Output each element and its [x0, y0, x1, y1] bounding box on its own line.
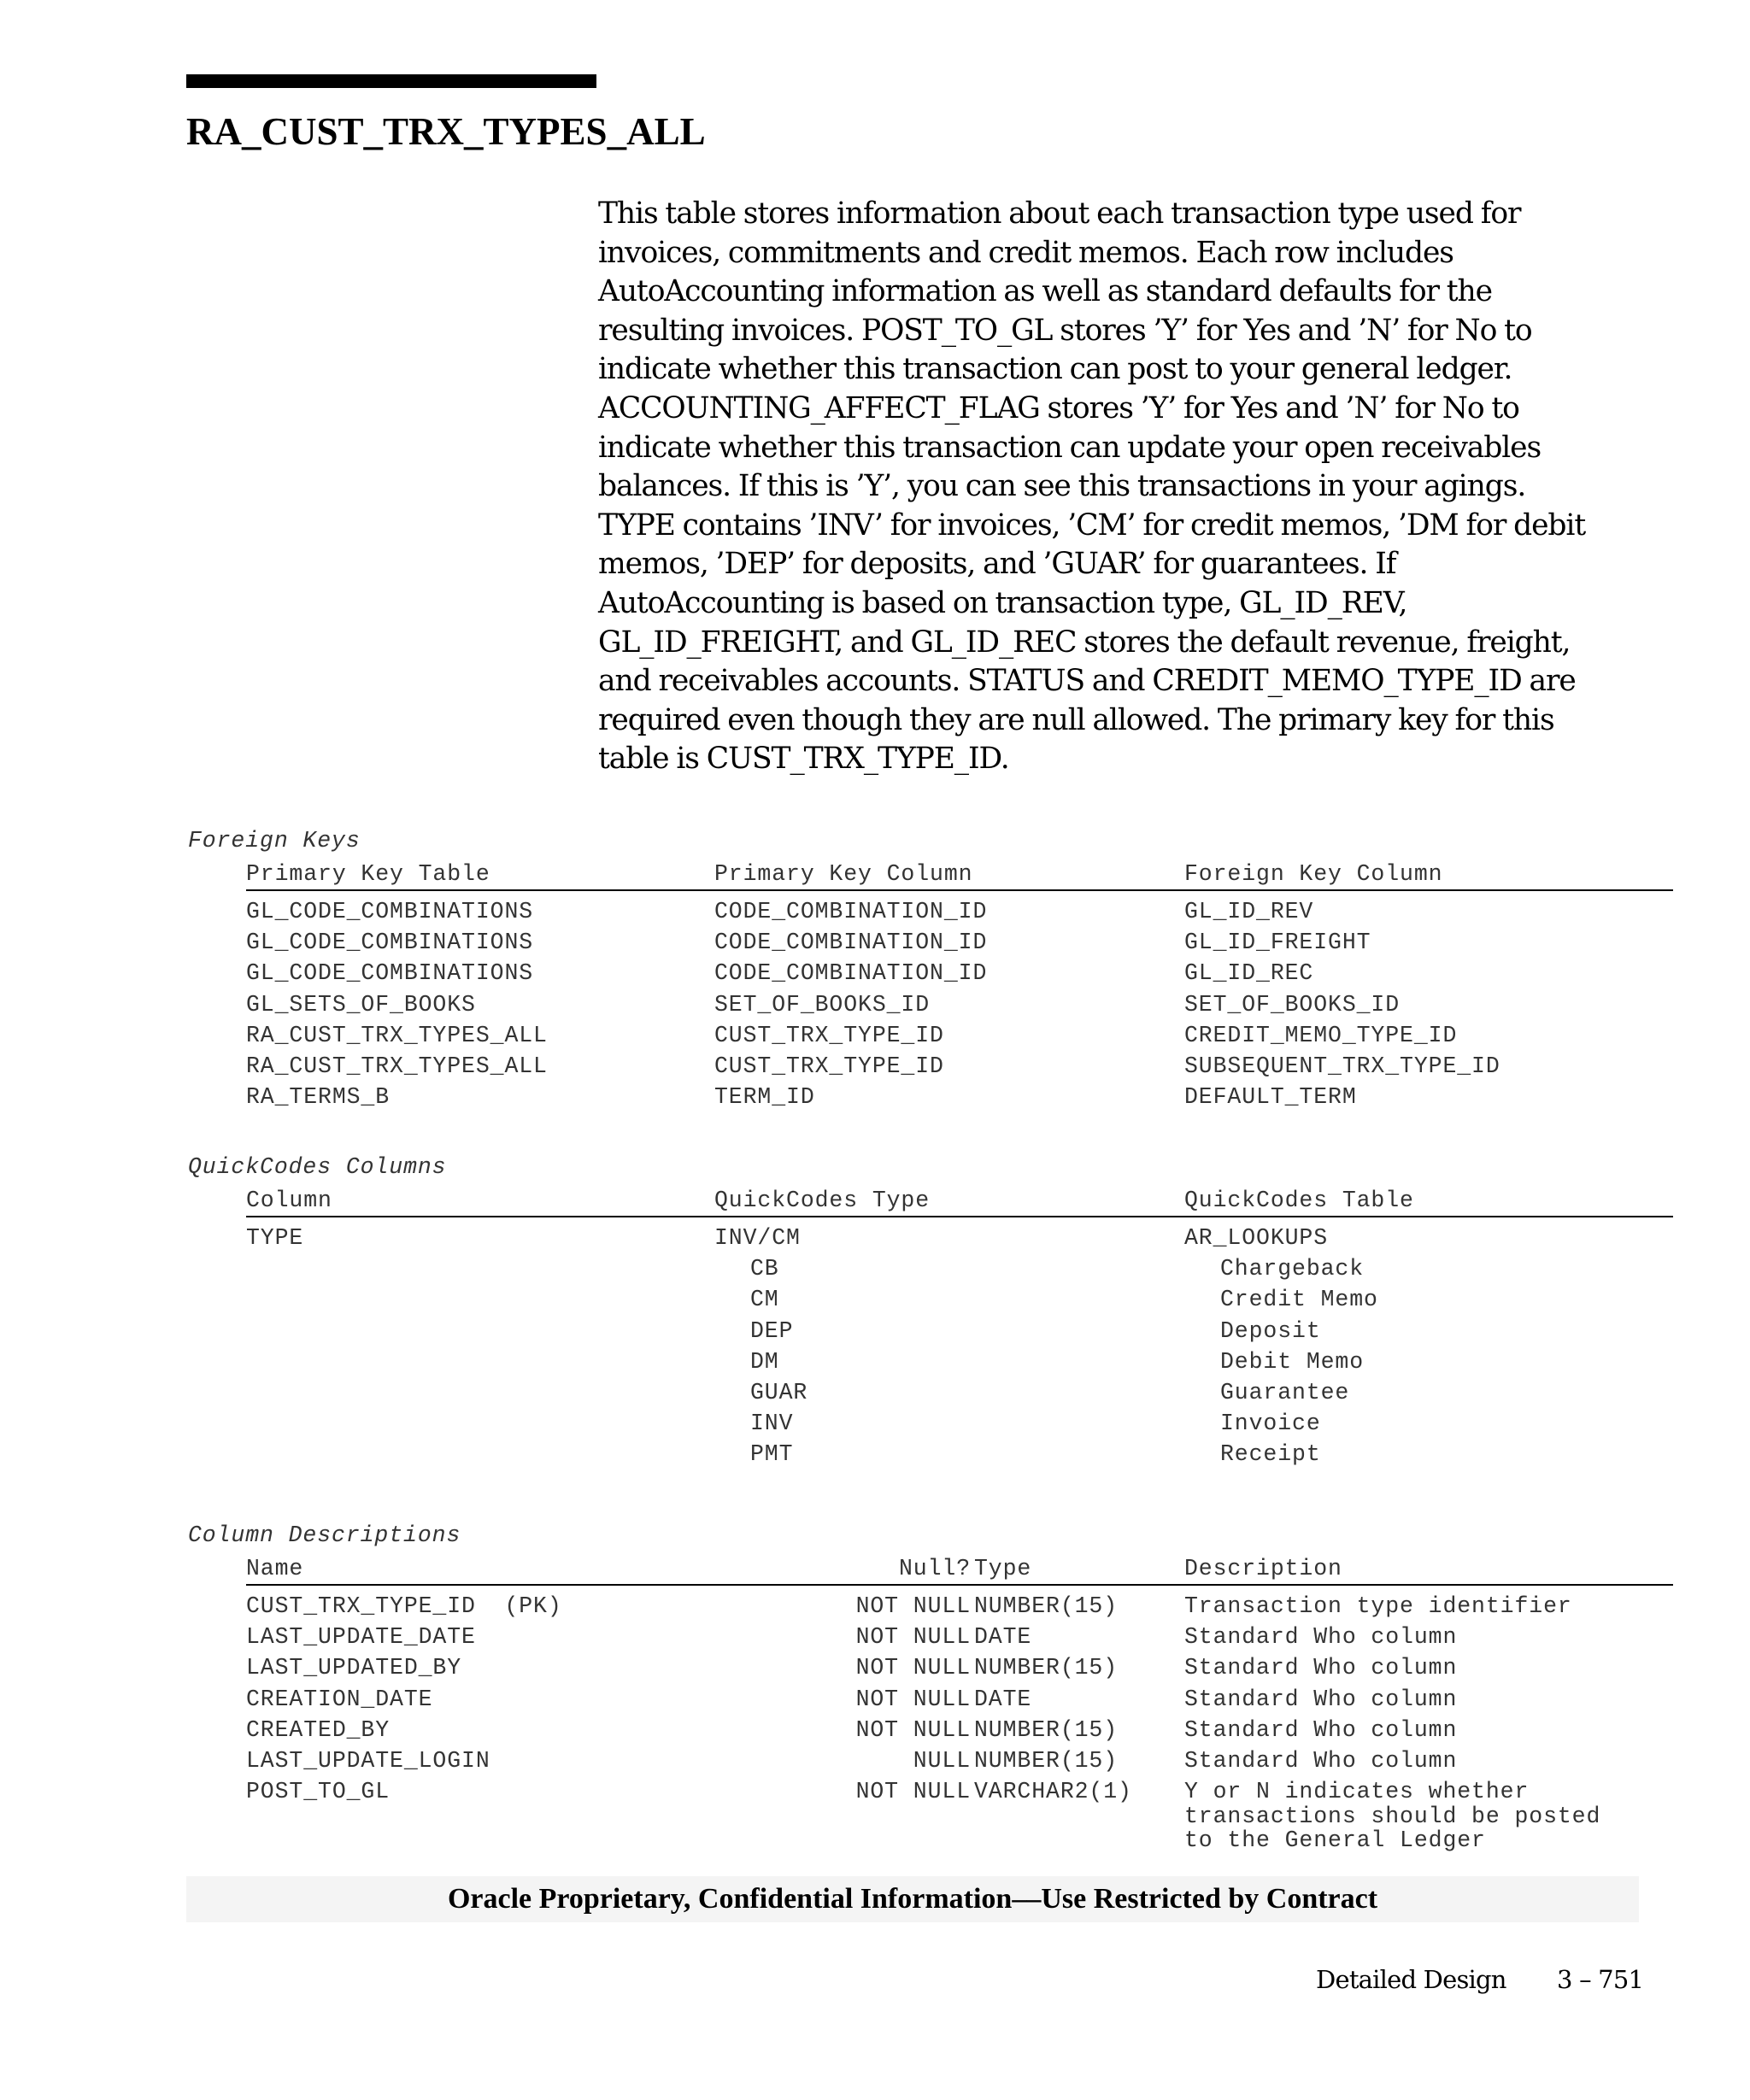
list-item — [246, 1377, 1673, 1408]
table-row — [246, 1776, 1673, 1853]
column-type: NUMBER(15) — [974, 1716, 1119, 1743]
description-line: and receivables accounts. STATUS and CREDIT_MEMO_TYPE_ID are — [598, 664, 1576, 699]
description-line: ACCOUNTING_AFFECT_FLAG stores ’Y’ for Yes and ’N’ for No to — [598, 390, 1519, 425]
column-description: Standard Who column — [1184, 1655, 1458, 1681]
description-line: GL_ID_FREIGHT, and GL_ID_REC stores the default revenue, freight, — [598, 625, 1571, 660]
quickcode-meaning: Guarantee — [1220, 1379, 1350, 1405]
column-description: Standard Who column — [1184, 1747, 1458, 1774]
table-row — [246, 927, 1673, 958]
column-type: DATE — [974, 1686, 1032, 1712]
quickcodes-column: TYPE — [246, 1225, 304, 1251]
column-null: NULL — [913, 1747, 971, 1774]
foreign-keys-table — [246, 859, 1673, 1112]
table-row — [246, 1082, 1673, 1112]
column-name: LAST_UPDATED_BY — [246, 1655, 462, 1681]
fk-primary-key-table: RA_CUST_TRX_TYPES_ALL — [246, 1022, 548, 1048]
quickcodes-type: INV/CM — [714, 1225, 801, 1251]
header-column: Column — [246, 1188, 332, 1213]
list-item — [246, 1284, 1673, 1315]
column-null: NOT NULL — [855, 1779, 971, 1805]
header-null: Null? — [898, 1556, 971, 1581]
description-line: to the General Ledger — [1184, 1827, 1486, 1854]
table-row — [246, 1051, 1673, 1082]
fk-foreign-key-column: GL_ID_REV — [1184, 899, 1314, 924]
header-name: Name — [246, 1556, 304, 1581]
quickcode-meaning: Invoice — [1220, 1411, 1321, 1437]
column-type: NUMBER(15) — [974, 1655, 1119, 1681]
fk-primary-key-column: CODE_COMBINATION_ID — [714, 899, 988, 924]
list-item — [246, 1408, 1673, 1439]
quickcode-meaning: Chargeback — [1220, 1256, 1365, 1282]
column-description — [1184, 1780, 1600, 1853]
column-null: NOT NULL — [855, 1686, 971, 1712]
quickcode-value: CB — [750, 1256, 779, 1282]
column-descriptions-body — [246, 1586, 1673, 1853]
quickcode-value: GUAR — [750, 1379, 808, 1405]
fk-primary-key-column: CODE_COMBINATION_ID — [714, 930, 988, 956]
table-row — [246, 1684, 1673, 1715]
table-row — [246, 896, 1673, 927]
header-foreign-key-column: Foreign Key Column — [1184, 861, 1443, 887]
table-row — [246, 1715, 1673, 1745]
quickcode-meaning: Receipt — [1220, 1441, 1321, 1468]
table-row — [246, 1622, 1673, 1652]
list-item — [246, 1346, 1673, 1377]
quickcode-value: INV — [750, 1411, 794, 1437]
column-name: LAST_UPDATE_LOGIN — [246, 1747, 490, 1774]
table-row — [246, 1652, 1673, 1683]
description-line: AutoAccounting information as well as standard defaults for the — [598, 274, 1492, 309]
quickcode-meaning: Deposit — [1220, 1317, 1321, 1344]
title-rule — [186, 74, 596, 88]
fk-primary-key-table: GL_CODE_COMBINATIONS — [246, 960, 534, 987]
column-description: Transaction type identifier — [1184, 1593, 1572, 1619]
fk-primary-key-column: CODE_COMBINATION_ID — [714, 960, 988, 987]
column-type: DATE — [974, 1624, 1032, 1651]
description-line: AutoAccounting is based on transaction type, GL_ID_REV, — [598, 585, 1407, 620]
quickcode-value: DEP — [750, 1317, 794, 1344]
page-title: RA_CUST_TRX_TYPES_ALL — [186, 110, 706, 153]
column-name: CREATED_BY — [246, 1716, 391, 1743]
description-line: memos, ’DEP’ for deposits, and ’GUAR’ for guarantees. If — [598, 547, 1396, 582]
foreign-keys-body — [246, 891, 1673, 1112]
description-line: table is CUST_TRX_TYPE_ID. — [598, 742, 1009, 777]
table-row — [246, 989, 1673, 1020]
quickcode-value: DM — [750, 1348, 779, 1375]
fk-primary-key-column: CUST_TRX_TYPE_ID — [714, 1022, 944, 1048]
fk-primary-key-table: GL_SETS_OF_BOOKS — [246, 991, 476, 1018]
quickcodes-body — [246, 1217, 1673, 1470]
table-row — [246, 1223, 1673, 1253]
page-number: 3 – 751 — [1557, 1965, 1644, 1994]
list-item — [246, 1439, 1673, 1469]
fk-foreign-key-column: DEFAULT_TERM — [1184, 1084, 1357, 1111]
column-description: Standard Who column — [1184, 1624, 1458, 1651]
header-type: Type — [974, 1556, 1032, 1581]
quickcode-value: CM — [750, 1287, 779, 1313]
fk-foreign-key-column: GL_ID_REC — [1184, 960, 1314, 987]
header-primary-key-table: Primary Key Table — [246, 861, 490, 887]
column-descriptions-header — [246, 1553, 1673, 1586]
description-line: required even though they are null allowed. The primary key for this — [598, 702, 1554, 737]
fk-primary-key-column: SET_OF_BOOKS_ID — [714, 991, 931, 1018]
quickcodes-label: QuickCodes Columns — [188, 1154, 447, 1180]
fk-primary-key-table: GL_CODE_COMBINATIONS — [246, 930, 534, 956]
table-row — [246, 958, 1673, 988]
quickcodes-table-name: AR_LOOKUPS — [1184, 1225, 1329, 1251]
foreign-keys-header — [246, 859, 1673, 891]
column-null: NOT NULL — [855, 1655, 971, 1681]
column-name: LAST_UPDATE_DATE — [246, 1624, 476, 1651]
quickcode-meaning: Debit Memo — [1220, 1348, 1365, 1375]
column-type: NUMBER(15) — [974, 1747, 1119, 1774]
fk-primary-key-column: TERM_ID — [714, 1084, 815, 1111]
description-line: indicate whether this transaction can post to your general ledger. — [598, 352, 1512, 387]
table-description — [598, 195, 1658, 779]
fk-foreign-key-column: CREDIT_MEMO_TYPE_ID — [1184, 1022, 1458, 1048]
confidential-notice: Oracle Proprietary, Confidential Information––Use Restricted by Contract — [447, 1883, 1378, 1915]
column-descriptions-table — [246, 1553, 1673, 1853]
header-description: Description — [1184, 1556, 1342, 1581]
footer-section-name: Detailed Design — [1316, 1965, 1506, 1994]
table-row — [246, 1745, 1673, 1776]
column-descriptions-label: Column Descriptions — [188, 1522, 461, 1548]
header-quickcodes-type: QuickCodes Type — [714, 1188, 931, 1213]
description-line: Y or N indicates whether — [1184, 1779, 1530, 1805]
fk-foreign-key-column: SUBSEQUENT_TRX_TYPE_ID — [1184, 1053, 1500, 1079]
description-line: indicate whether this transaction can update your open receivables — [598, 430, 1542, 465]
confidential-notice-band — [186, 1876, 1639, 1922]
description-line: invoices, commitments and credit memos. Each row includes — [598, 235, 1453, 270]
fk-foreign-key-column: GL_ID_FREIGHT — [1184, 930, 1371, 956]
column-type: VARCHAR2(1) — [974, 1779, 1132, 1805]
column-null: NOT NULL — [855, 1624, 971, 1651]
column-name: CREATION_DATE — [246, 1686, 433, 1712]
description-line: transactions should be posted — [1184, 1803, 1601, 1829]
foreign-keys-label: Foreign Keys — [188, 828, 361, 853]
column-null: NOT NULL — [855, 1716, 971, 1743]
description-line: balances. If this is ’Y’, you can see this transactions in your agings. — [598, 469, 1526, 504]
fk-primary-key-table: RA_TERMS_B — [246, 1084, 391, 1111]
column-name: CUST_TRX_TYPE_ID (PK) — [246, 1593, 562, 1619]
quickcodes-header — [246, 1185, 1673, 1217]
column-type: NUMBER(15) — [974, 1593, 1119, 1619]
fk-primary-key-column: CUST_TRX_TYPE_ID — [714, 1053, 944, 1079]
table-row — [246, 1020, 1673, 1051]
quickcode-meaning: Credit Memo — [1220, 1287, 1378, 1313]
description-line: This table stores information about each transaction type used for — [598, 197, 1521, 231]
header-primary-key-column: Primary Key Column — [714, 861, 973, 887]
column-name: POST_TO_GL — [246, 1779, 391, 1805]
quickcode-value: PMT — [750, 1441, 794, 1468]
fk-primary-key-table: GL_CODE_COMBINATIONS — [246, 899, 534, 924]
quickcodes-table — [246, 1185, 1673, 1470]
list-item — [246, 1253, 1673, 1284]
column-description: Standard Who column — [1184, 1686, 1458, 1712]
fk-foreign-key-column: SET_OF_BOOKS_ID — [1184, 991, 1401, 1018]
column-null: NOT NULL — [855, 1593, 971, 1619]
header-quickcodes-table: QuickCodes Table — [1184, 1188, 1414, 1213]
list-item — [246, 1316, 1673, 1346]
fk-primary-key-table: RA_CUST_TRX_TYPES_ALL — [246, 1053, 548, 1079]
column-description: Standard Who column — [1184, 1716, 1458, 1743]
table-row — [246, 1591, 1673, 1622]
description-line: TYPE contains ’INV’ for invoices, ’CM’ for credit memos, ’DM for debit — [598, 507, 1586, 543]
description-line: resulting invoices. POST_TO_GL stores ’Y’ for Yes and ’N’ for No to — [598, 313, 1532, 348]
